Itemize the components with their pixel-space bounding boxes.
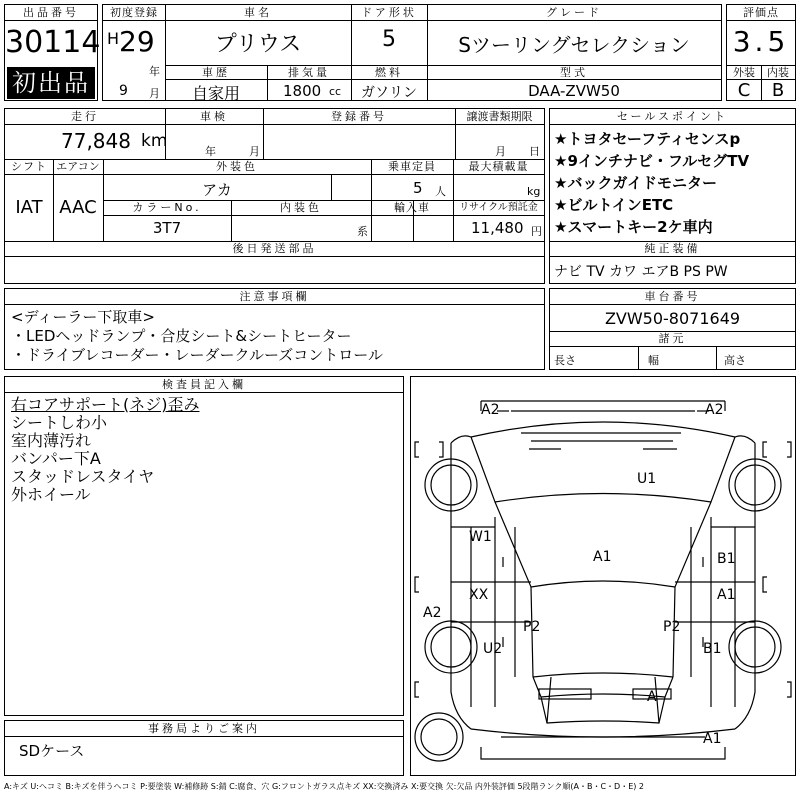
exterior-color-value: アカ [202,181,232,199]
damage-mark: B1 [703,641,722,657]
inspector-item: スタッドレスタイヤ [11,467,155,486]
interior-grade-label: 内装 [767,66,789,79]
damage-mark: A2 [705,402,724,418]
inspector-item: シートしわ小 [11,413,108,432]
inspector-item: 室内薄汚れ [11,431,92,450]
dimensions-label: 諸元 [658,332,687,345]
exterior-grade: C [737,80,751,101]
score-section [726,4,796,101]
aircon-value: AAC [59,197,97,218]
exterior-grade-label: 外装 [733,66,755,79]
recycle-unit: 円 [531,225,542,238]
damage-mark: W1 [469,529,492,545]
recycle-label: リサイクル預託金 [459,202,538,213]
exterior-color-label: 外装色 [216,160,258,173]
inspection-year-unit: 年 [205,145,216,158]
mileage-label: 走行 [71,110,99,123]
registration-label: 初度登録 [110,6,158,19]
car-name-value: プリウス [214,32,302,57]
damage-mark: A1 [717,587,736,603]
interior-color-label: 内装色 [280,201,322,214]
damage-mark: XX [469,587,489,603]
damage-mark: P2 [523,619,541,635]
score-value: 3.5 [732,25,790,58]
transfer-month-unit: 月 [495,145,506,158]
inspector-item: バンパー下A [11,449,101,468]
office-value: SDケース [19,742,85,760]
car-name-label: 車名 [244,6,272,19]
office-section [4,720,404,776]
grade-value: Sツーリングセレクション [458,33,690,57]
aircon-label: エアコン [56,160,100,173]
fuel-value: ガソリン [361,85,417,101]
inspector-item: 外ホイール [11,485,91,504]
sales-points-list [554,128,794,238]
equipment-label: 純正装備 [644,242,701,255]
inspector-label: 検査員記入欄 [162,378,246,391]
damage-mark: P2 [663,619,681,635]
sales-point-item: ★トヨタセーフティセンスp [554,130,741,148]
registration-year: 29 [119,25,155,58]
grade-label: グレード [546,6,602,19]
recycle-value: 11,480 [471,219,524,237]
damage-mark: U1 [637,471,657,487]
capacity-value: 5 [413,179,423,197]
interior-grade: B [771,80,785,101]
damage-mark: A2 [481,402,500,418]
max-load-unit: kg [527,185,541,198]
capacity-label: 乗車定員 [388,160,436,173]
damage-mark: A1 [703,731,722,747]
legend-text: A:キズ U:ヘコミ B:キズを伴うヘコミ P:要塗装 W:補修跡 S:錆 C:腐食、穴 G:フロントガラス点キズ XX:交換済み X:要交換 欠:欠品 内外装評価 5段階ランク順(A・B・C・D・E) 2 [4,782,645,791]
shift-label: シフト [11,160,47,173]
sales-points-section [549,108,796,284]
history-value: 自家用 [191,84,240,103]
inspector-item: 右コアサポート(ネジ)歪み [11,395,200,414]
notes-label: 注意事項欄 [239,290,310,303]
color-no-label: カラーNo. [132,201,202,214]
interior-color-unit: 系 [357,225,368,238]
damage-mark: A2 [423,605,442,621]
car-outline-diagram [411,377,795,775]
registration-month: 9 [119,83,128,99]
score-label: 評価点 [743,6,779,19]
first-listing-badge: 初出品 [7,67,95,99]
displacement-label: 排気量 [288,66,330,79]
note-item: ・LEDヘッドランプ・合皮シート&シートヒーター [11,327,352,345]
damage-mark: B1 [717,551,736,567]
vehicle-header-table [102,4,722,101]
displacement-value: 1800 [283,82,322,100]
dimension-width-label: 幅 [648,354,659,367]
transfer-day-unit: 日 [529,145,540,158]
inspection-label: 車検 [200,110,228,123]
doors-value: 5 [382,27,396,52]
dimension-length-label: 長さ [554,354,576,367]
doors-label: ドア形状 [361,6,417,19]
parts-later-label: 後日発送部品 [232,242,317,255]
notes-list [11,308,383,365]
import-label: 輸入車 [394,201,430,214]
sales-points-label: セールスポイント [616,110,728,123]
notes-section [4,288,545,370]
chassis-label: 車台番号 [644,290,701,303]
chassis-section [549,288,796,370]
inspector-section [4,376,404,716]
capacity-unit: 人 [435,185,446,198]
color-no-value: 3T7 [152,219,182,237]
office-label: 事務局よりご案内 [148,722,260,735]
note-item: ・ドライブレコーダー・レーダークルーズコントロール [11,346,384,364]
max-load-label: 最大積載量 [468,160,529,173]
note-item: <ディーラー下取車> [11,308,155,326]
details-table [4,108,545,284]
fuel-label: 燃料 [375,66,403,79]
lot-label: 出品番号 [23,6,79,19]
registration-era: H [107,29,120,48]
registration-year-unit: 年 [149,65,160,78]
model-value: DAA-ZVW50 [528,82,620,100]
displacement-unit: cc [329,85,342,98]
model-label: 型式 [560,66,588,79]
sales-point-item: ★スマートキー2ケ車内 [554,218,713,236]
lot-number: 30114 [5,25,101,60]
shift-value: IAT [15,197,43,218]
damage-mark: A [647,689,657,705]
mileage-value: 77,848 [61,129,131,153]
sales-point-item: ★9インチナビ・フルセグTV [554,152,750,170]
registration-month-unit: 月 [149,87,160,100]
sales-point-item: ★バックガイドモニター [554,174,717,192]
plate-label: 登録番号 [331,110,387,123]
transfer-docs-label: 譲渡書類期限 [466,110,533,123]
sales-point-item: ★ビルトインETC [554,196,674,214]
chassis-value: ZVW50-8071649 [604,309,741,328]
mileage-unit: km [141,131,168,151]
equipment-value: ナビ TV カワ エアB PS PW [554,264,728,280]
history-label: 車歴 [202,66,230,79]
inspector-list [11,396,200,504]
dimension-height-label: 高さ [724,354,746,367]
lot-section [4,4,101,101]
damage-mark: A1 [593,549,612,565]
condition-diagram [410,376,796,776]
inspection-month-unit: 月 [249,145,260,158]
damage-mark: U2 [483,641,503,657]
